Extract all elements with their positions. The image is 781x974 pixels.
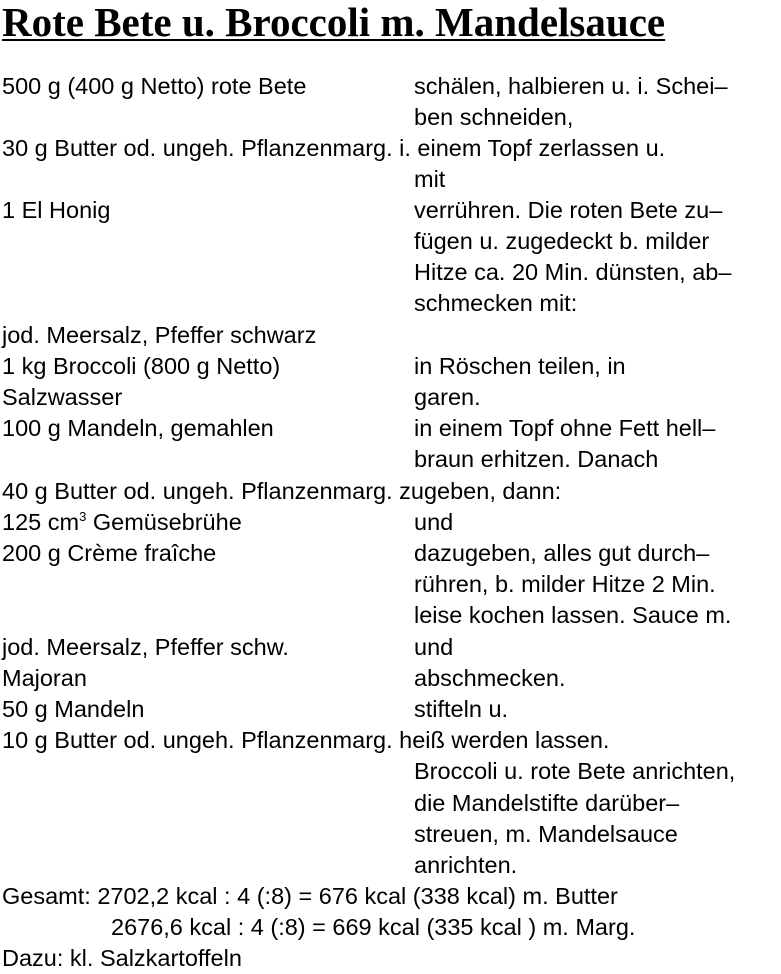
- ingredient-line: Majoran: [2, 665, 87, 691]
- ingredient-line: 500 g (400 g Netto) rote Bete: [2, 73, 307, 99]
- instruction-line: abschmecken.: [414, 665, 566, 691]
- ingredient-line: 30 g Butter od. ungeh. Pflanzenmarg. i. einem Topf zerlassen u.: [2, 135, 666, 161]
- superscript-exponent: 3: [79, 509, 87, 524]
- instruction-line: und: [414, 509, 454, 535]
- ingredient-line: 200 g Crème fraîche: [2, 540, 217, 566]
- instruction-line: stifteln u.: [414, 696, 509, 722]
- instruction-line: dazugeben, alles gut durch–: [414, 540, 710, 566]
- instruction-line: in einem Topf ohne Fett hell–: [414, 415, 716, 441]
- ingredient-line: 50 g Mandeln: [2, 696, 145, 722]
- ingredient-line: 40 g Butter od. ungeh. Pflanzenmarg. zugeben, dann:: [2, 478, 562, 504]
- recipe-title: Rote Bete u. Broccoli m. Mandelsauce: [2, 0, 666, 45]
- instruction-line: anrichten.: [414, 852, 518, 878]
- ingredient-line: jod. Meersalz, Pfeffer schw.: [2, 634, 289, 660]
- instruction-line: braun erhitzen. Danach: [414, 446, 659, 472]
- instruction-line: schälen, halbieren u. i. Schei–: [414, 73, 728, 99]
- instruction-line: rühren, b. milder Hitze 2 Min.: [414, 571, 716, 597]
- instruction-line: die Mandelstifte darüber–: [414, 790, 680, 816]
- ingredient-line: 1 El Honig: [2, 197, 111, 223]
- instruction-line: garen.: [414, 384, 481, 410]
- ingredient-name: Gemüsebrühe: [86, 509, 242, 535]
- instruction-line: und: [414, 634, 454, 660]
- ingredient-line: jod. Meersalz, Pfeffer schwarz: [2, 322, 317, 348]
- calorie-summary-line: 2676,6 kcal : 4 (:8) = 669 kcal (335 kcal ) m. Marg.: [111, 914, 636, 940]
- instruction-line: ben schneiden,: [414, 104, 574, 130]
- ingredient-line: 100 g Mandeln, gemahlen: [2, 415, 274, 441]
- serving-suggestion: Dazu: kl. Salzkartoffeln: [2, 945, 242, 971]
- ingredient-amount: 125 cm: [2, 509, 80, 535]
- instruction-line: mit: [414, 166, 446, 192]
- instruction-line: fügen u. zugedeckt b. milder: [414, 228, 710, 254]
- instruction-line: streuen, m. Mandelsauce: [414, 821, 678, 847]
- ingredient-line: 1 kg Broccoli (800 g Netto): [2, 353, 281, 379]
- instruction-line: schmecken mit:: [414, 290, 578, 316]
- ingredient-line: [2, 507, 242, 538]
- instruction-line: leise kochen lassen. Sauce m.: [414, 602, 732, 628]
- instruction-line: Broccoli u. rote Bete anrichten,: [414, 758, 736, 784]
- calorie-summary-line: Gesamt: 2702,2 kcal : 4 (:8) = 676 kcal (338 kcal) m. Butter: [2, 883, 618, 909]
- ingredient-line: Salzwasser: [2, 384, 123, 410]
- instruction-line: Hitze ca. 20 Min. dünsten, ab–: [414, 259, 732, 285]
- instruction-line: in Röschen teilen, in: [414, 353, 626, 379]
- instruction-line: verrühren. Die roten Bete zu–: [414, 197, 723, 223]
- ingredient-line: 10 g Butter od. ungeh. Pflanzenmarg. heiß werden lassen.: [2, 727, 610, 753]
